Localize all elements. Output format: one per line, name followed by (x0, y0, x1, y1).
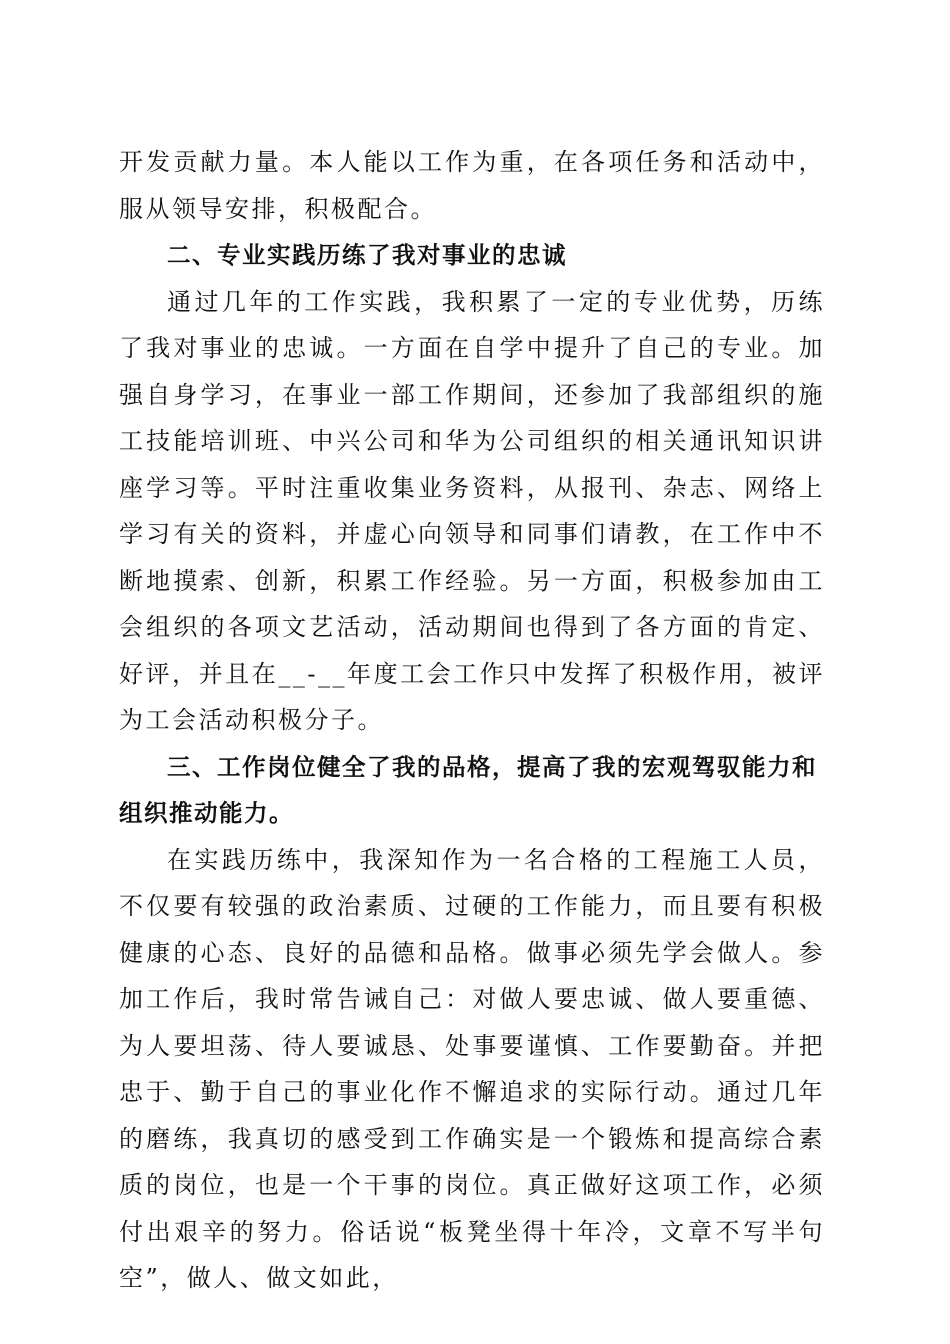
section-heading-2: 二、专业实践历练了我对事业的忠诚 (167, 241, 567, 269)
document-body (119, 139, 825, 1302)
paragraph-continuation: 开发贡献力量。本人能以工作为重，在各项任务和活动中，服从领导安排，积极配合。 (119, 148, 825, 223)
paragraph-section-2: 通过几年的工作实践，我积累了一定的专业优势，历练了我对事业的忠诚。一方面在自学中提升了自己的专业。加强自身学习，在事业一部工作期间，还参加了我部组织的施工技能培训班、中兴公司和华为公司组织的相关通讯知识讲座学习等。平时注重收集业务资料，从报刊、杂志、网络上学习有关的资料，并虚心向领导和同事们请教，在工作中不断地摸索、创新，积累工作经验。另一方面，积极参加由工会组织的各项文艺活动，活动期间也得到了各方面的肯定、好评，并且在__-__年度工会工作只中发挥了积极作用，被评为工会活动积极分子。 (119, 287, 825, 734)
paragraph-section-3: 在实践历练中，我深知作为一名合格的工程施工人员，不仅要有较强的政治素质、过硬的工作能力，而且要有积极健康的心态、良好的品德和品格。做事必须先学会做人。参加工作后，我时常告诫自己：对做人要忠诚、做人要重德、为人要坦荡、待人要诚恳、处事要谨慎、工作要勤奋。并把忠于、勤于自己的事业化作不懈追求的实际行动。通过几年的磨练，我真切的感受到工作确实是一个锻炼和提高综合素质的岗位，也是一个干事的岗位。真正做好这项工作，必须付出艰辛的努力。俗话说“板凳坐得十年冷，文章不写半句空”，做人、做文如此， (119, 845, 825, 1292)
section-heading-3: 三、工作岗位健全了我的品格，提高了我的宏观驾驭能力和组织推动能力。 (119, 752, 817, 827)
